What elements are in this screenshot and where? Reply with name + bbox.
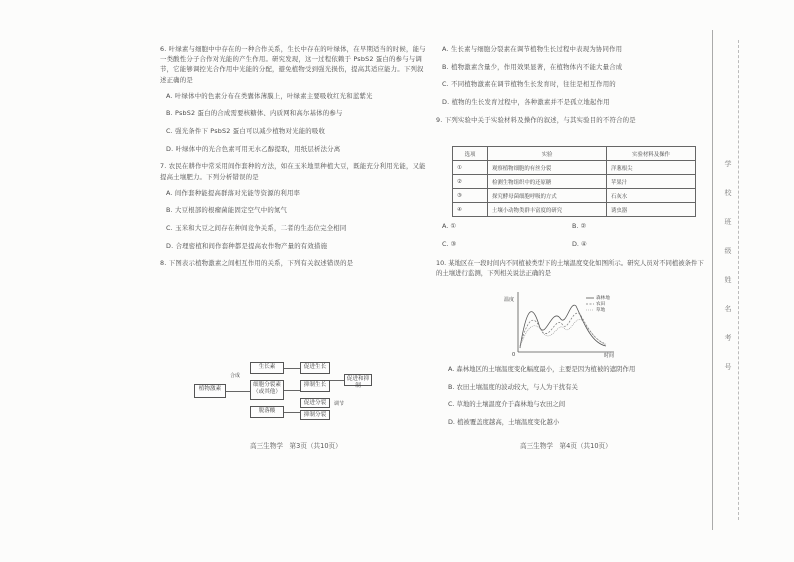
question-8-option-c: C. 不同植物激素在调节植物生长发育时，往往是相互作用的 <box>442 80 616 89</box>
question-9-option-a: A. ① <box>442 222 457 230</box>
question-9-option-d: D. ④ <box>572 240 587 248</box>
diagram-side-label-1: 合成 <box>230 373 241 379</box>
question-7-stem: 7. 农民在耕作中常采用间作套种的方法，如在玉米地里种植大豆，既能充分利用光能，又能提高土壤肥力。下列分析错误的是 <box>160 162 426 181</box>
series-line-farmland <box>520 313 606 346</box>
strip-char: 考 <box>724 334 732 342</box>
question-6-stem: 6. 叶绿素与细胞中中存在的一种合作关系，生长中存在的叶绿体，在早期适当的时候，能与一类酸性分子合作对光能的产生作用。研究发现，这一过程依赖于 PsbS2 蛋白的参与与调节，它能够调控光合作用中光能的分配，避免植物受到强光损伤，提高其适应能力。下列叙述正确的是 <box>160 45 426 84</box>
question-10-option-a: A. 森林地区的土壤温度变化幅度最小，主要是因为植被的遮阴作用 <box>448 365 636 373</box>
right-column <box>436 44 708 131</box>
diagram-right-box-4: 抑制分裂 <box>300 410 330 420</box>
diagram-side-label-2: 调节 <box>334 401 345 407</box>
table-cell: 洋葱根尖 <box>607 161 696 175</box>
table-cell: 观察植物细胞的有丝分裂 <box>488 161 607 175</box>
question-9-stem: 9. 下列实验中关于实验材料及操作的叙述，与其实验目的不符合的是 <box>436 115 636 124</box>
series-line-grassland <box>520 319 606 347</box>
diagram-right-box-1: 促进生长 <box>300 362 330 374</box>
table-cell: ④ <box>453 203 488 217</box>
question-6-option-d: D. 叶绿体中的光合色素可用无水乙醇提取，用纸层析法分离 <box>166 144 341 153</box>
diagram-connector <box>226 391 250 392</box>
question-8-option-b: B. 植物激素含量少，作用效果显著，在植物体内不能大量合成 <box>442 62 623 71</box>
page-footer-right: 高三生物学 第4页（共10页） <box>520 442 612 450</box>
question-9-option-c: C. ③ <box>442 240 457 248</box>
table-row <box>453 175 696 189</box>
strip-char: 号 <box>724 363 732 371</box>
strip-char: 级 <box>724 247 732 255</box>
legend-label-farmland: 农田 <box>596 302 606 307</box>
strip-char: 姓 <box>724 276 732 284</box>
graph-origin: 0 <box>512 352 516 358</box>
series-line-forest <box>520 305 606 348</box>
question-10-option-d: D. 植被覆盖度越高，土壤温度变化越小 <box>448 418 560 427</box>
diagram-connector <box>284 390 300 391</box>
table-row <box>453 161 696 175</box>
binding-dash-line <box>738 40 739 520</box>
table-cell: 石灰水 <box>607 189 696 203</box>
question-8-option-a: A. 生长素与细胞分裂素在调节植物生长过程中表现为协同作用 <box>442 45 623 53</box>
graph-ylabel: 温度 <box>504 297 515 303</box>
diagram-connector <box>284 412 300 413</box>
table-header: 实验材料及操作 <box>607 147 696 161</box>
temperature-graph <box>504 288 620 360</box>
table-cell: ① <box>453 161 488 175</box>
question-6-option-c: C. 强光条件下 PsbS2 蛋白可以减少植物对光能的吸收 <box>166 127 326 136</box>
question-10-stem: 10. 某地区在一段时间内不同植被类型下的土壤温度变化如图所示。研究人员对不同植被条件下的土壤进行监测，下列相关说法正确的是 <box>436 259 704 278</box>
question-6-option-a: A. 叶绿体中的色素分布在类囊体薄膜上，叶绿素主要吸收红光和蓝紫光 <box>166 91 373 100</box>
question-6-option-b: B. PsbS2 蛋白的合成需要核糖体、内质网和高尔基体的参与 <box>166 109 343 118</box>
diagram-mid-box-1: 生长素 <box>250 362 284 374</box>
question-10-option-b: B. 农田土壤温度的波动较大，与人为干扰有关 <box>448 382 578 391</box>
diagram-connector <box>284 368 300 369</box>
table-cell: 苹果汁 <box>607 175 696 189</box>
diagram-left-box: 植物激素 <box>194 384 226 398</box>
question-8-stem: 8. 下图表示植物激素之间相互作用的关系，下列有关叙述错误的是 <box>160 259 354 268</box>
left-column <box>160 44 430 274</box>
diagram-far-right-box: 促进和抑制 <box>344 374 372 386</box>
question-7-option-d: D. 合理密植和间作套种都是提高农作物产量的有效措施 <box>166 241 328 250</box>
diagram-mid-box-3: 脱落酸 <box>250 406 284 418</box>
diagram-connector <box>330 380 344 381</box>
binding-strip-text <box>722 150 734 382</box>
table-header: 选项 <box>453 147 488 161</box>
table-cell: ③ <box>453 189 488 203</box>
question-7-option-c: C. 玉米和大豆之间存在种间竞争关系，二者的生态位完全相同 <box>166 224 347 233</box>
question-8-option-d: D. 植物的生长发育过程中，各种激素并不是孤立地起作用 <box>442 98 610 107</box>
table-row <box>453 203 696 217</box>
question-9-option-b: B. ② <box>572 222 587 230</box>
diagram-right-box-3: 促进分裂 <box>300 398 330 408</box>
table-cell: 探究酵母菌细胞呼吸的方式 <box>488 189 607 203</box>
legend-label-grassland: 草地 <box>596 308 606 313</box>
diagram-right-box-2: 抑制生长 <box>300 380 330 392</box>
strip-char: 校 <box>724 189 732 197</box>
table-cell: 诱虫器 <box>607 203 696 217</box>
question-7-option-b: B. 大豆根部的根瘤菌能固定空气中的氮气 <box>166 206 288 215</box>
diagram-mid-box-2: 细胞分裂素（或其他） <box>250 380 284 400</box>
question-7-option-a: A. 间作套种能提高群落对光能等资源的利用率 <box>166 188 301 197</box>
table-header: 实验 <box>488 147 607 161</box>
page-footer-left: 高三生物学 第3页（共10页） <box>250 442 342 450</box>
question-10-options <box>442 364 708 435</box>
table-cell: 检测生物组织中的还原糖 <box>488 175 607 189</box>
table-header-row <box>453 147 696 161</box>
strip-char: 班 <box>724 218 732 226</box>
table-cell: 土壤小动物类群丰富度的研究 <box>488 203 607 217</box>
table-cell: ② <box>453 175 488 189</box>
hormone-diagram <box>190 360 390 430</box>
question-10-option-c: C. 草地的土壤温度介于森林地与农田之间 <box>448 400 566 409</box>
strip-char: 名 <box>724 305 732 313</box>
strip-char: 学 <box>724 160 732 168</box>
experiment-table <box>452 146 696 217</box>
table-row <box>453 189 696 203</box>
graph-xlabel: 时间 <box>604 353 615 359</box>
legend-label-forest: 森林地 <box>596 296 610 301</box>
